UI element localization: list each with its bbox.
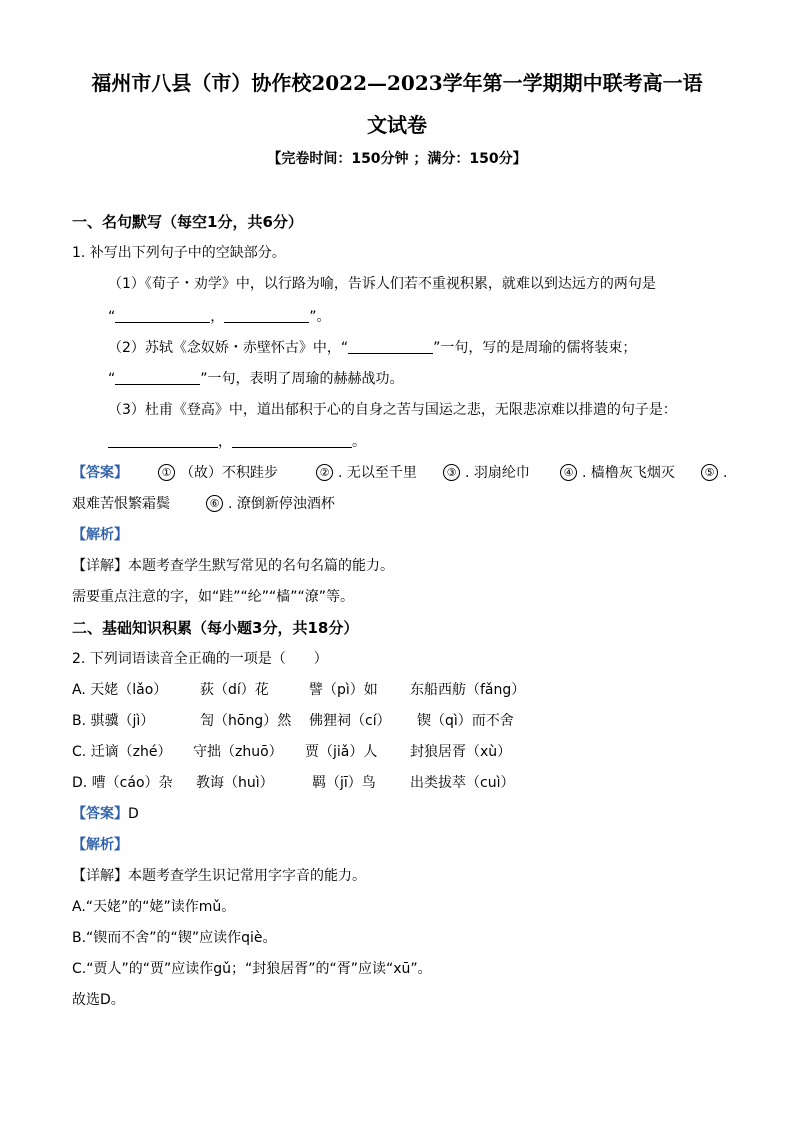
answer-text: . 羽扇纶巾 bbox=[465, 465, 530, 481]
section-heading-1: 一、名句默写（每空1分，共6分） bbox=[72, 213, 303, 231]
q1-part3-line2 bbox=[108, 432, 366, 452]
explanation-b: B.“锲而不舍”的“锲”应读作qiè。 bbox=[72, 930, 277, 946]
q1-part1-line2 bbox=[108, 307, 331, 327]
option-word: 嘈（cáo）杂 bbox=[91, 775, 173, 791]
analysis-tag: 【解析】 bbox=[72, 527, 128, 543]
q1-part2-line2-tail: ”一句，表明了周瑜的赫赫战功。 bbox=[200, 371, 404, 387]
detail-tag: 【详解】 bbox=[72, 868, 128, 884]
answer-tag: 【答案】 bbox=[72, 806, 128, 822]
option-word: 教诲（huì） bbox=[196, 775, 274, 791]
note-line: 需要重点注意的字，如“跬”“纶”“樯”“潦”等。 bbox=[72, 589, 355, 605]
document-title: 福州市八县（市）协作校2022—2023学年第一学期期中联考高一语 bbox=[91, 71, 703, 95]
option-word: 羁（jī）鸟 bbox=[312, 775, 376, 791]
detail-text: 本题考查学生默写常见的名句名篇的能力。 bbox=[128, 558, 394, 574]
circled-number: ① bbox=[158, 464, 175, 481]
quote-close: ”。 bbox=[309, 309, 331, 325]
option-word: 佛狸祠（cí） bbox=[309, 713, 391, 729]
option-word: 贾（jiǎ）人 bbox=[305, 744, 378, 760]
answer-text: （故）不积跬步 bbox=[180, 465, 278, 481]
q2-answer-line bbox=[72, 804, 139, 824]
q1-part2-text: （2）苏轼《念奴娇・赤壁怀古》中，“ bbox=[108, 340, 349, 356]
conclusion: 故选D。 bbox=[72, 992, 125, 1008]
explanation-c: C.“贾人”的“贾”应读作gǔ；“封狼居胥”的“胥”应读“xū”。 bbox=[72, 961, 432, 977]
detail-line bbox=[72, 556, 394, 576]
answer-text: 艰难苦恨繁霜鬓 bbox=[72, 496, 170, 512]
section-heading-2: 二、基础知识积累（每小题3分，共18分） bbox=[72, 619, 359, 637]
answer-text: . 无以至千里 bbox=[338, 465, 417, 481]
quote-open: “ bbox=[108, 371, 116, 387]
analysis-tag: 【解析】 bbox=[72, 837, 128, 853]
option-b bbox=[72, 711, 154, 731]
option-word: 锲（qì）而不舍 bbox=[417, 713, 514, 729]
answer-blank[interactable] bbox=[224, 308, 309, 323]
detail-tag: 【详解】 bbox=[72, 558, 128, 574]
answer-blank[interactable] bbox=[348, 339, 433, 354]
q1-part1-line1: （1）《荀子・劝学》中，以行路为喻，告诉人们若不重视积累，就难以到达远方的两句是 bbox=[108, 276, 656, 292]
circled-number: ⑥ bbox=[206, 495, 223, 512]
option-c bbox=[72, 742, 172, 762]
answer-tag: 【答案】 bbox=[72, 465, 128, 481]
question-2-stem: 2. 下列词语读音全正确的一项是（ ） bbox=[72, 651, 328, 667]
q2-detail-line bbox=[72, 866, 366, 886]
answer-blank[interactable] bbox=[108, 433, 218, 448]
q1-part2-line2 bbox=[108, 369, 404, 389]
option-label: C. bbox=[72, 744, 87, 760]
option-word: 骐骥（jì） bbox=[90, 713, 155, 729]
circled-number: ④ bbox=[560, 464, 577, 481]
option-d bbox=[72, 773, 173, 793]
answer-item-5 bbox=[701, 463, 727, 483]
q1-part3-line1: （3）杜甫《登高》中，道出郁积于心的自身之苦与国运之悲，无限悲凉难以排遣的句子是： bbox=[108, 402, 677, 418]
q1-part2-line1 bbox=[108, 338, 636, 358]
circled-number: ③ bbox=[443, 464, 460, 481]
document-title-continued: 文试卷 bbox=[367, 113, 427, 137]
option-label: A. bbox=[72, 682, 86, 698]
comma: ， bbox=[210, 309, 225, 325]
option-word: 出类拔萃（cuì） bbox=[410, 775, 515, 791]
option-word: 譬（pì）如 bbox=[309, 682, 378, 698]
answer-text: . 樯橹灰飞烟灭 bbox=[582, 465, 675, 481]
option-a bbox=[72, 680, 167, 700]
question-1-stem: 1. 补写出下列句子中的空缺部分。 bbox=[72, 245, 286, 261]
answer-item-3 bbox=[443, 463, 530, 483]
quote-open: “ bbox=[108, 309, 116, 325]
option-word: 荻（dí）花 bbox=[200, 682, 269, 698]
period: 。 bbox=[352, 434, 366, 450]
option-word: 迁谪（zhé） bbox=[90, 744, 172, 760]
answer-item-1 bbox=[158, 463, 278, 483]
detail-text: 本题考查学生识记常用字字音的能力。 bbox=[128, 868, 366, 884]
circled-number: ⑤ bbox=[701, 464, 718, 481]
option-word: 訇（hōng）然 bbox=[200, 713, 292, 729]
answer-value: D bbox=[128, 806, 139, 822]
option-word: 东船西舫（fǎng） bbox=[410, 682, 526, 698]
answer-blank[interactable] bbox=[115, 370, 200, 385]
answer-item-4 bbox=[560, 463, 675, 483]
answer-line-2 bbox=[72, 494, 335, 514]
option-word: 天姥（lǎo） bbox=[90, 682, 168, 698]
q1-part2-text-tail: ”一句，写的是周瑜的儒将装束； bbox=[433, 340, 637, 356]
option-word: 守拙（zhuō） bbox=[193, 744, 283, 760]
answer-blank[interactable] bbox=[115, 308, 210, 323]
answer-blank[interactable] bbox=[232, 433, 352, 448]
option-label: B. bbox=[72, 713, 87, 729]
exam-meta: 【完卷时间：150分钟 ；满分：150分】 bbox=[267, 151, 527, 167]
answer-item-2 bbox=[316, 463, 417, 483]
option-word: 封狼居胥（xù） bbox=[410, 744, 512, 760]
answer-text: . 潦倒新停浊酒杯 bbox=[228, 496, 335, 512]
option-label: D. bbox=[72, 775, 88, 791]
explanation-a: A.“天姥”的“姥”读作mǔ。 bbox=[72, 899, 236, 915]
answer-text: . bbox=[723, 465, 728, 481]
circled-number: ② bbox=[316, 464, 333, 481]
comma: ， bbox=[218, 434, 232, 450]
